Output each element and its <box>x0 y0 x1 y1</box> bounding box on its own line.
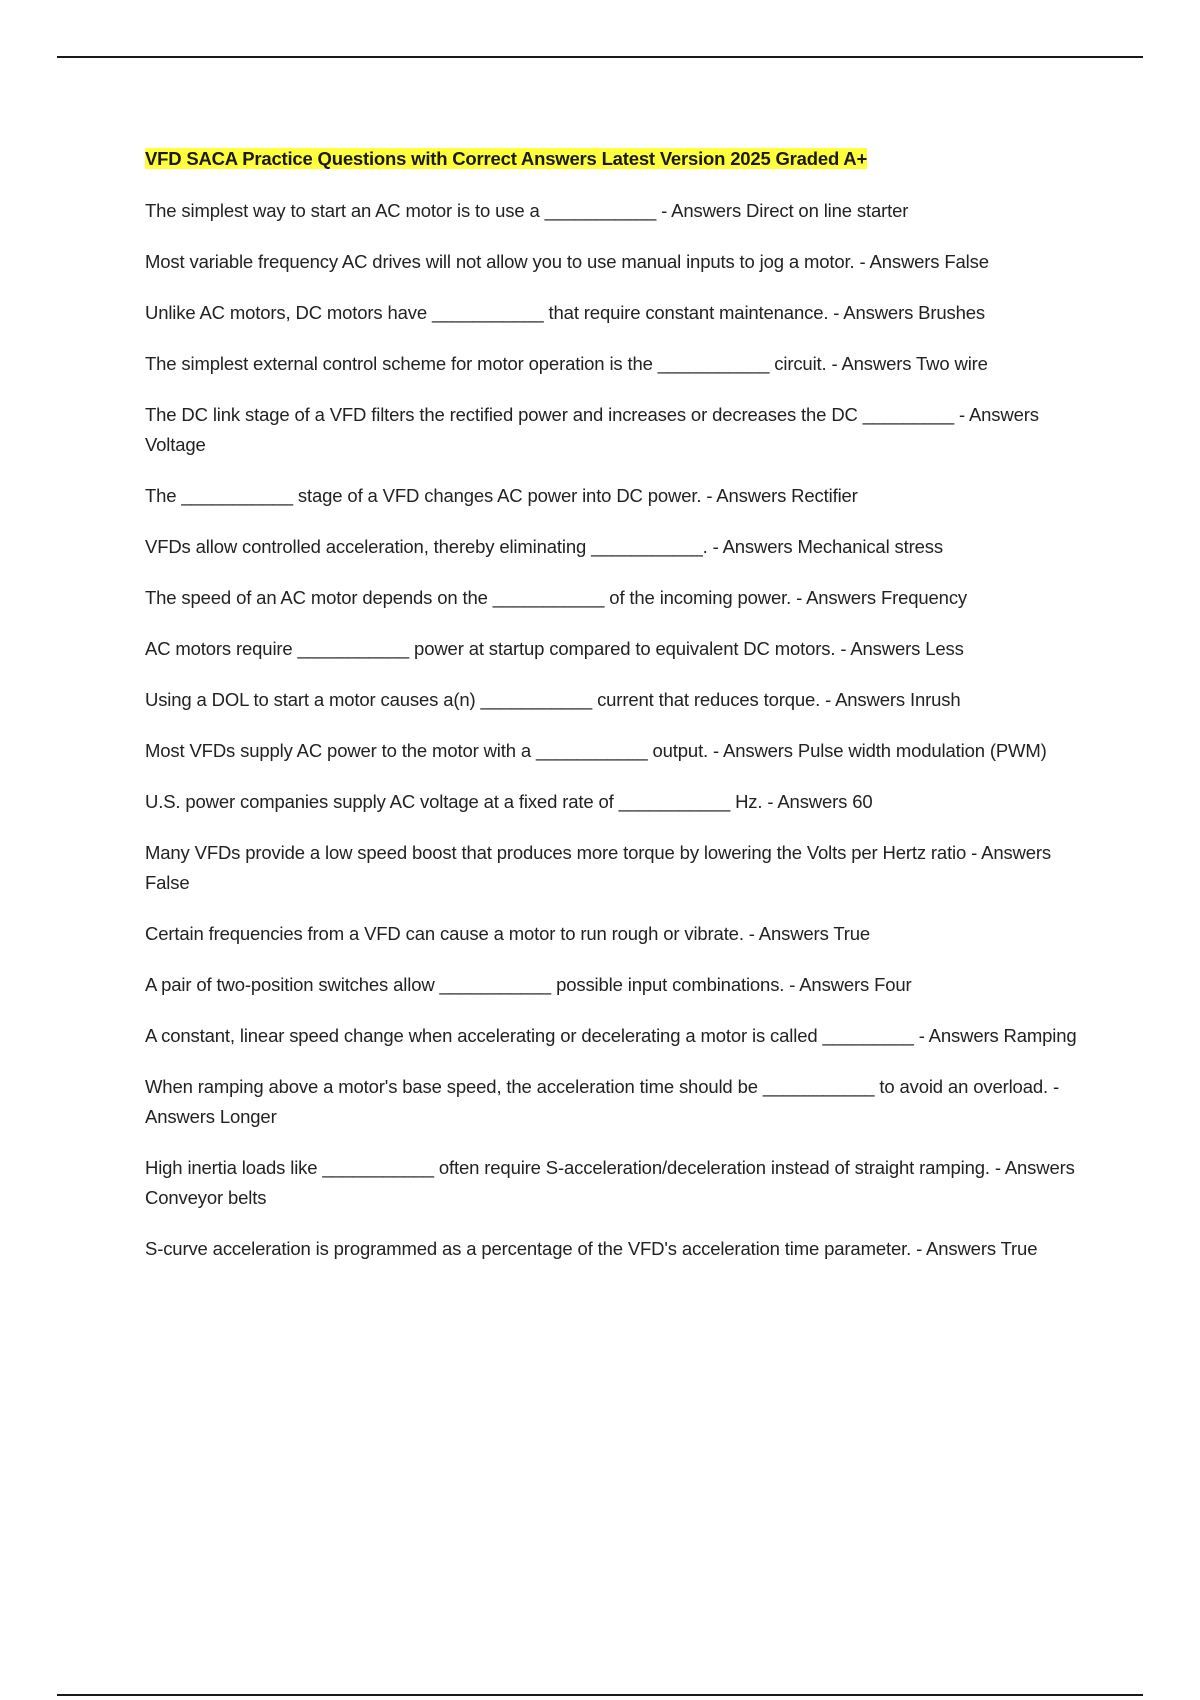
qa-item: A pair of two-position switches allow ___________ possible input combinations. - Answers Four <box>145 974 912 995</box>
qa-item: Certain frequencies from a VFD can cause a motor to run rough or vibrate. - Answers True <box>145 923 871 944</box>
qa-item: Most VFDs supply AC power to the motor with a ___________ output. - Answers Pulse width modulation (PWM) <box>145 740 1047 761</box>
document-body <box>145 146 1090 1285</box>
qa-item: Most variable frequency AC drives will not allow you to use manual inputs to jog a motor. - Answers False <box>145 251 989 272</box>
qa-list <box>145 196 1090 1264</box>
qa-item: The simplest way to start an AC motor is to use a ___________ - Answers Direct on line starter <box>145 200 909 221</box>
qa-item: A constant, linear speed change when accelerating or decelerating a motor is called _________ - Answers Ramping <box>145 1025 1077 1046</box>
qa-item: VFDs allow controlled acceleration, thereby eliminating ___________. - Answers Mechanical stress <box>145 536 943 557</box>
qa-item: Using a DOL to start a motor causes a(n) ___________ current that reduces torque. - Answers Inrush <box>145 689 961 710</box>
qa-item: When ramping above a motor's base speed, the acceleration time should be ___________ to avoid an overload. - Answers Longer <box>145 1076 1059 1127</box>
qa-item: S-curve acceleration is programmed as a percentage of the VFD's acceleration time parameter. - Answers True <box>145 1238 1038 1259</box>
bottom-rule <box>57 1694 1143 1696</box>
qa-item: U.S. power companies supply AC voltage at a fixed rate of ___________ Hz. - Answers 60 <box>145 791 873 812</box>
qa-item: Unlike AC motors, DC motors have ___________ that require constant maintenance. - Answers Brushes <box>145 302 985 323</box>
qa-item: High inertia loads like ___________ often require S-acceleration/deceleration instead of straight ramping. - Answers Conveyor belts <box>145 1157 1075 1208</box>
top-rule <box>57 56 1143 58</box>
qa-item: The simplest external control scheme for motor operation is the ___________ circuit. - Answers Two wire <box>145 353 988 374</box>
qa-item: AC motors require ___________ power at startup compared to equivalent DC motors. - Answers Less <box>145 638 964 659</box>
qa-item: The ___________ stage of a VFD changes AC power into DC power. - Answers Rectifier <box>145 485 858 506</box>
qa-item: The speed of an AC motor depends on the ___________ of the incoming power. - Answers Frequency <box>145 587 968 608</box>
title-wrap <box>145 146 1090 174</box>
document-title: VFD SACA Practice Questions with Correct Answers Latest Version 2025 Graded A+ <box>145 148 868 169</box>
qa-item: Many VFDs provide a low speed boost that produces more torque by lowering the Volts per Hertz ratio - Answers False <box>145 842 1052 893</box>
qa-item: The DC link stage of a VFD filters the rectified power and increases or decreases the DC _________ - Answers Voltage <box>145 404 1039 455</box>
